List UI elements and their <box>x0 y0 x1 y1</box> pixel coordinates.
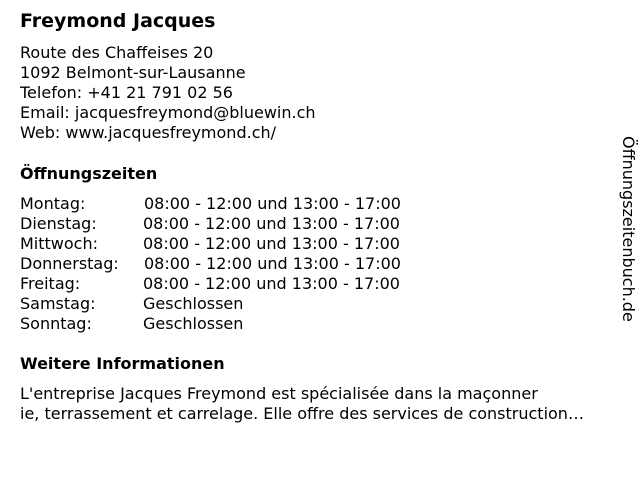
further-info-heading: Weitere Informationen <box>20 354 225 373</box>
hours-row-thursday <box>20 254 401 274</box>
hours-row-saturday <box>20 294 401 314</box>
hours-day: Mittwoch: <box>20 234 98 253</box>
business-name: Freymond Jacques <box>20 10 216 32</box>
contact-block <box>20 43 316 143</box>
phone-line: Telefon: +41 21 791 02 56 <box>20 83 233 102</box>
hours-time: Geschlossen <box>143 314 244 333</box>
hours-row-sunday <box>20 314 401 334</box>
hours-row-friday <box>20 274 401 294</box>
hours-day: Samstag: <box>20 294 96 313</box>
web-line: Web: www.jacquesfreymond.ch/ <box>20 123 277 142</box>
hours-time: 08:00 - 12:00 und 13:00 - 17:00 <box>144 254 401 273</box>
hours-time: 08:00 - 12:00 und 13:00 - 17:00 <box>143 274 400 293</box>
side-brand-watermark <box>614 136 640 364</box>
hours-day: Donnerstag: <box>20 254 119 273</box>
description-line: L'entreprise Jacques Freymond est spécialisée dans la maçonner <box>20 384 538 403</box>
hours-row-monday <box>20 194 401 214</box>
description-line: ie, terrassement et carrelage. Elle offre des services de construction… <box>20 404 584 423</box>
email-line: Email: jacquesfreymond@bluewin.ch <box>20 103 316 122</box>
side-brand-text: Öffnungszeitenbuch.de <box>619 136 638 322</box>
address-city: 1092 Belmont-sur-Lausanne <box>20 63 246 82</box>
hours-time: 08:00 - 12:00 und 13:00 - 17:00 <box>144 194 401 213</box>
hours-time: Geschlossen <box>143 294 244 313</box>
hours-row-tuesday <box>20 214 401 234</box>
hours-time: 08:00 - 12:00 und 13:00 - 17:00 <box>143 214 400 233</box>
business-description <box>20 384 630 424</box>
opening-hours-heading: Öffnungszeiten <box>20 164 158 183</box>
hours-day: Dienstag: <box>20 214 97 233</box>
hours-day: Montag: <box>20 194 86 213</box>
hours-time: 08:00 - 12:00 und 13:00 - 17:00 <box>143 234 400 253</box>
opening-hours-table <box>20 194 401 334</box>
hours-day: Freitag: <box>20 274 81 293</box>
hours-row-wednesday <box>20 234 401 254</box>
address-street: Route des Chaffeises 20 <box>20 43 214 62</box>
hours-day: Sonntag: <box>20 314 92 333</box>
